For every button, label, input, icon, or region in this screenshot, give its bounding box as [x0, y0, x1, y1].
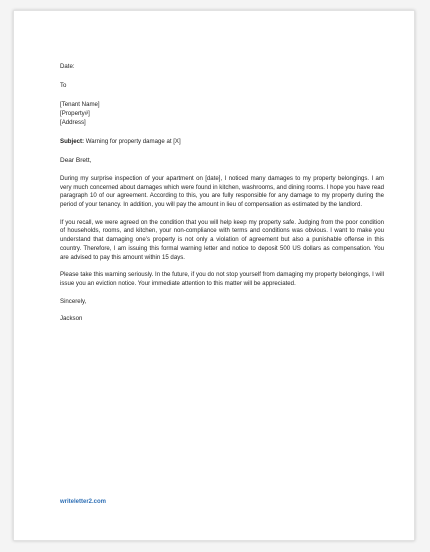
paragraph-1: During my surprise inspection of your apartment on [date], I noticed many damages to my property belongings. I am very much concerned about damages which were found in kitchen, washrooms, and dining rooms. I hope you have read paragraph 10 of our agreement. According to this, you are fully responsible for any damage to my property during the period of your tenancy. In addition, you will pay the amount in lieu of compensation as estimated by the landlord. [60, 174, 384, 209]
date-label: Date: [60, 63, 75, 70]
paragraph-2: If you recall, we were agreed on the condition that you will help keep my property safe. Judging from the poor condition of households, rooms, and kitchen, your non-compliance with terms and conditions was obvious. I want to make you understand that damaging one’s property is not only a violation of agreement but also a punishable offense in this country. Therefore, I am issuing this formal warning letter and notice to deposit 500 US dollars as compensation. You are advised to pay this amount within 15 days. [60, 218, 384, 261]
subject-text: Warning for property damage at [X] [84, 138, 181, 146]
footer-site-link[interactable]: writeletter2.com [60, 499, 107, 505]
address-line-property: [Property#] [60, 110, 90, 118]
paragraph-3: Please take this warning seriously. In the future, if you do not stop yourself from damaging my property belongings, I will issue you an eviction notice. Your immediate attention to this matter will be appreciated. [60, 271, 384, 287]
subject-line [60, 138, 384, 147]
address-line-address: [Address] [60, 118, 86, 126]
closing: Sincerely, [60, 297, 87, 305]
address-line-name: [Tenant Name] [60, 101, 100, 109]
subject-label: Subject: [60, 138, 85, 146]
salutation: Dear Brett, [60, 157, 92, 165]
letter-page [13, 10, 415, 541]
letter-body [60, 63, 384, 324]
to-label: To [60, 82, 67, 90]
signature: Jackson [60, 315, 83, 323]
